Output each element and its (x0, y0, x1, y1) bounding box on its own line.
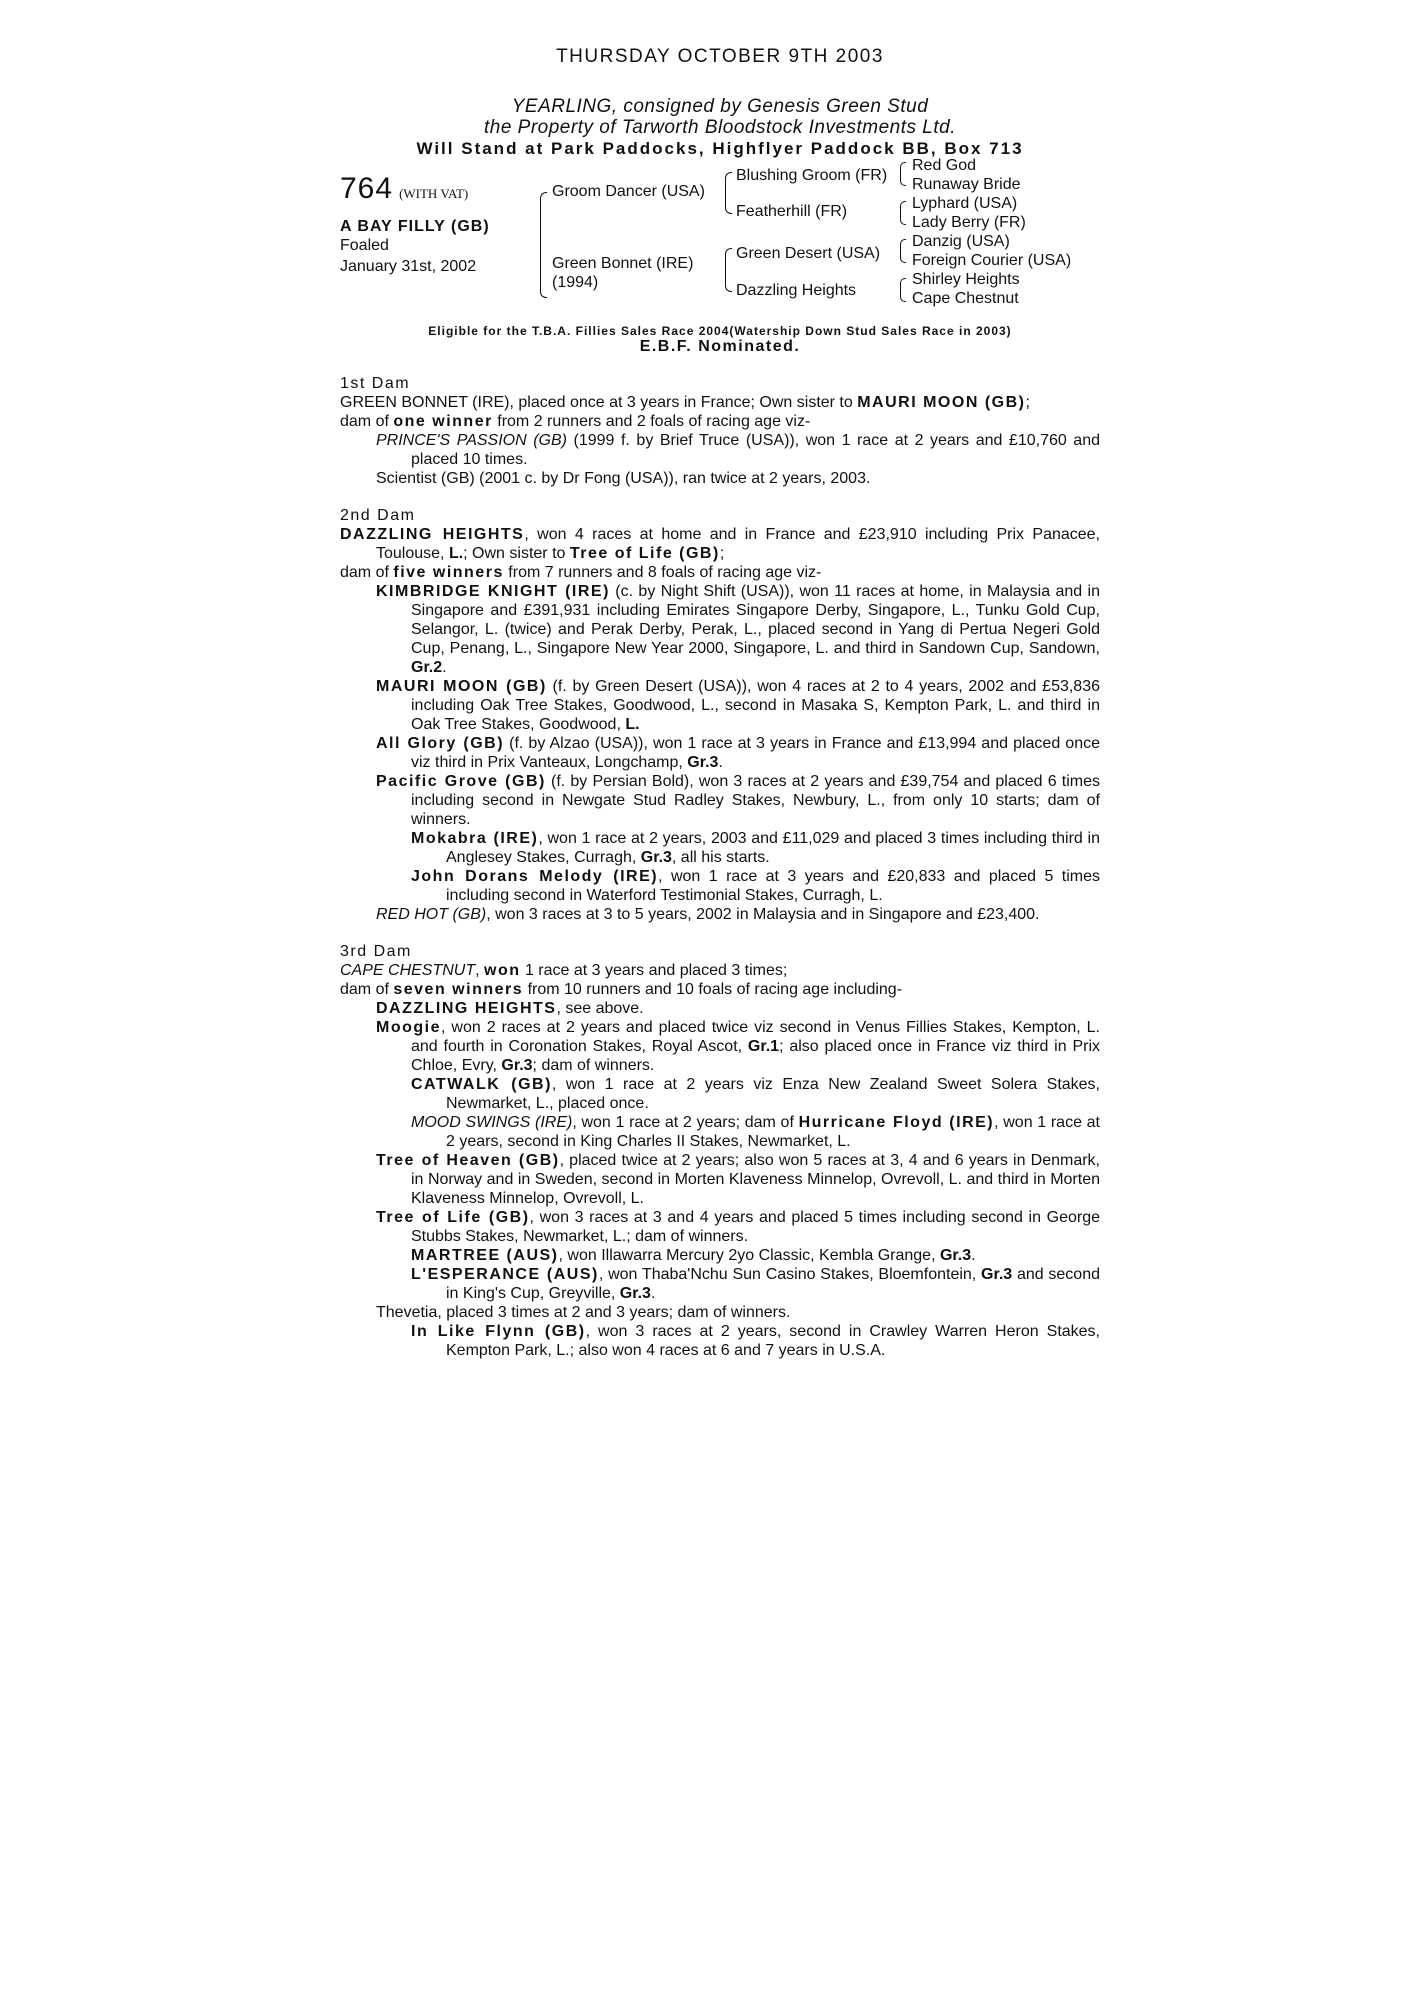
produce-entry: In Like Flynn (GB), won 3 races at 2 years, second in Crawley Warren Heron Stakes, Kempton Park, L.; also won 4 races at 6 and 7 years in U.S.A. (411, 1323, 1101, 1359)
produce-entry: Scientist (GB) (2001 c. by Dr Fong (USA)), ran twice at 2 years, 2003. (376, 470, 871, 487)
produce-entry: MAURI MOON (GB) (f. by Green Desert (USA)), won 4 races at 2 to 4 years, 2002 and £53,836 including Oak Tree Stakes, Goodwood, L., second in Masaka S, Kempton Park, L. and third in Oak Tree Stakes, Goodwood, L. (376, 678, 1101, 733)
stand-location: Will Stand at Park Paddocks, Highflyer Paddock BB, Box 713 (416, 139, 1024, 158)
dam-entry: GREEN BONNET (IRE), placed once at 3 years in France; Own sister to MAURI MOON (GB); (340, 394, 1030, 411)
sire-dam: Featherhill (FR) (736, 203, 848, 220)
pedigree-block (340, 157, 1100, 322)
second-dam-section (340, 506, 1100, 924)
sd-dam: Lady Berry (FR) (912, 214, 1026, 231)
third-dam-section (340, 942, 1100, 1360)
produce-entry: L'ESPERANCE (AUS), won Thaba'Nchu Sun Casino Stakes, Bloemfontein, Gr.3 and second in King's Cup, Greyville, Gr.3. (411, 1266, 1101, 1302)
produce-entry: MOOD SWINGS (IRE), won 1 race at 2 years; dam of Hurricane Floyd (IRE), won 1 race at 2 years, second in King Charles II Stakes, Newmarket, L. (411, 1114, 1101, 1150)
produce-entry: DAZZLING HEIGHTS, see above. (376, 1000, 644, 1017)
produce-entry: All Glory (GB) (f. by Alzao (USA)), won 1 race at 3 years in France and £13,994 and placed once viz third in Prix Vanteaux, Longchamp, Gr.3. (376, 735, 1101, 771)
ds-dam: Foreign Courier (USA) (912, 252, 1072, 269)
first-dam-section (340, 374, 1100, 488)
vat-note: (WITH VAT) (399, 186, 469, 201)
foaled-label: Foaled (340, 237, 389, 254)
sire-name: Groom Dancer (USA) (552, 183, 705, 200)
produce-summary: dam of one winner from 2 runners and 2 foals of racing age viz- (340, 413, 811, 430)
property-line: the Property of Tarworth Bloodstock Investments Ltd. (483, 117, 957, 138)
produce-entry: Moogie, won 2 races at 2 years and placed twice viz second in Venus Fillies Stakes, Kempton, L. and fourth in Coronation Stakes, Royal Ascot, Gr.1; also placed once in France viz third in Prix Chloe, Evry, Gr.3; dam of winners. (376, 1019, 1101, 1074)
bracket (900, 162, 906, 186)
ss-sire: Red God (912, 157, 977, 174)
dam-foaling-year: (1994) (552, 274, 599, 291)
ss-dam: Runaway Bride (912, 176, 1021, 193)
produce-entry: CATWALK (GB), won 1 race at 2 years viz Enza New Zealand Sweet Solera Stakes, Newmarket, L., placed once. (411, 1076, 1101, 1112)
produce-summary: dam of five winners from 7 runners and 8 foals of racing age viz- (340, 564, 822, 581)
ebf-note: E.B.F. Nominated. (639, 338, 801, 355)
produce-entry: Pacific Grove (GB) (f. by Persian Bold), won 3 races at 2 years and £39,754 and placed 6 times including second in Newgate Stud Radley Stakes, Newbury, L., from only 10 starts; dam of winners. (376, 773, 1101, 828)
bracket (900, 201, 906, 225)
produce-entry: RED HOT (GB), won 3 races at 3 to 5 years, 2002 in Malaysia and in Singapore and £23,400. (376, 906, 1040, 923)
sire-sire: Blushing Groom (FR) (736, 167, 888, 184)
dd-dam: Cape Chestnut (912, 290, 1019, 307)
dam-entry: CAPE CHESTNUT, won 1 race at 3 years and placed 3 times; (340, 962, 788, 979)
eligibility-note: Eligible for the T.B.A. Fillies Sales Race 2004(Watership Down Stud Sales Race in 2003) (428, 324, 1012, 338)
dam-entry: DAZZLING HEIGHTS, won 4 races at home and in France and £23,910 including Prix Panacee, Toulouse, L.; Own sister to Tree of Life (GB); (340, 526, 1101, 562)
dam-dam: Dazzling Heights (736, 282, 857, 299)
produce-entry: Tree of Heaven (GB), placed twice at 2 years; also won 5 races at 3, 4 and 6 years in Denmark, in Norway and in Sweden, second in Morten Klaveness Minnelop, Ovrevoll, L. and third in Morten Klaveness Minnelop, Ovrevoll, L. (376, 1152, 1100, 1207)
bracket (540, 192, 547, 298)
produce-entry: John Dorans Melody (IRE), won 1 race at 3 years and £20,833 and placed 5 times including second in Waterford Testimonial Stakes, Curragh, L. (411, 868, 1100, 904)
catalogue-page (340, 38, 1100, 1360)
section-heading: 3rd Dam (340, 943, 412, 960)
sd-sire: Lyphard (USA) (912, 195, 1018, 212)
dam-sire: Green Desert (USA) (736, 245, 881, 262)
dam-name: Green Bonnet (IRE) (552, 255, 694, 272)
bracket (725, 248, 732, 292)
produce-entry: PRINCE'S PASSION (GB) (1999 f. by Brief Truce (USA)), won 1 race at 2 years and £10,760 and placed 10 times. (376, 432, 1100, 468)
lot-header (340, 172, 468, 206)
lot-description: A BAY FILLY (GB) (340, 218, 490, 235)
produce-entry: Thevetia, placed 3 times at 2 and 3 years; dam of winners. (376, 1304, 791, 1321)
produce-summary: dam of seven winners from 10 runners and 10 foals of racing age including- (340, 981, 903, 998)
consignor-line: YEARLING, consigned by Genesis Green Stud (511, 96, 929, 117)
lot-number: 764 (340, 172, 394, 205)
section-heading: 2nd Dam (340, 507, 416, 524)
bracket (900, 278, 906, 302)
sale-date: THURSDAY OCTOBER 9TH 2003 (556, 46, 884, 67)
produce-entry: Mokabra (IRE), won 1 race at 2 years, 2003 and £11,029 and placed 3 times including third in Anglesey Stakes, Curragh, Gr.3, all his starts. (411, 830, 1100, 866)
produce-entry: MARTREE (AUS), won Illawarra Mercury 2yo Classic, Kembla Grange, Gr.3. (411, 1247, 976, 1264)
produce-entry: KIMBRIDGE KNIGHT (IRE) (c. by Night Shift (USA)), won 11 races at home, in Malaysia and in Singapore and £391,931 including Emirates Singapore Derby, Singapore, L., Tunku Gold Cup, Selangor, L. (twice) and Perak Derby, Perak, L., placed second in Yang di Pertua Negeri Gold Cup, Penang, L., Singapore New Year 2000, Singapore, L. and third in Sandown Cup, Sandown, Gr.2. (376, 583, 1100, 676)
ds-sire: Danzig (USA) (912, 233, 1010, 250)
section-heading: 1st Dam (340, 375, 411, 392)
bracket (900, 239, 906, 263)
foaled-date: January 31st, 2002 (340, 258, 477, 275)
produce-entry: Tree of Life (GB), won 3 races at 3 and 4 years and placed 5 times including second in George Stubbs Stakes, Newmarket, L.; dam of winners. (376, 1209, 1101, 1245)
dd-sire: Shirley Heights (912, 271, 1020, 288)
bracket (725, 172, 732, 214)
